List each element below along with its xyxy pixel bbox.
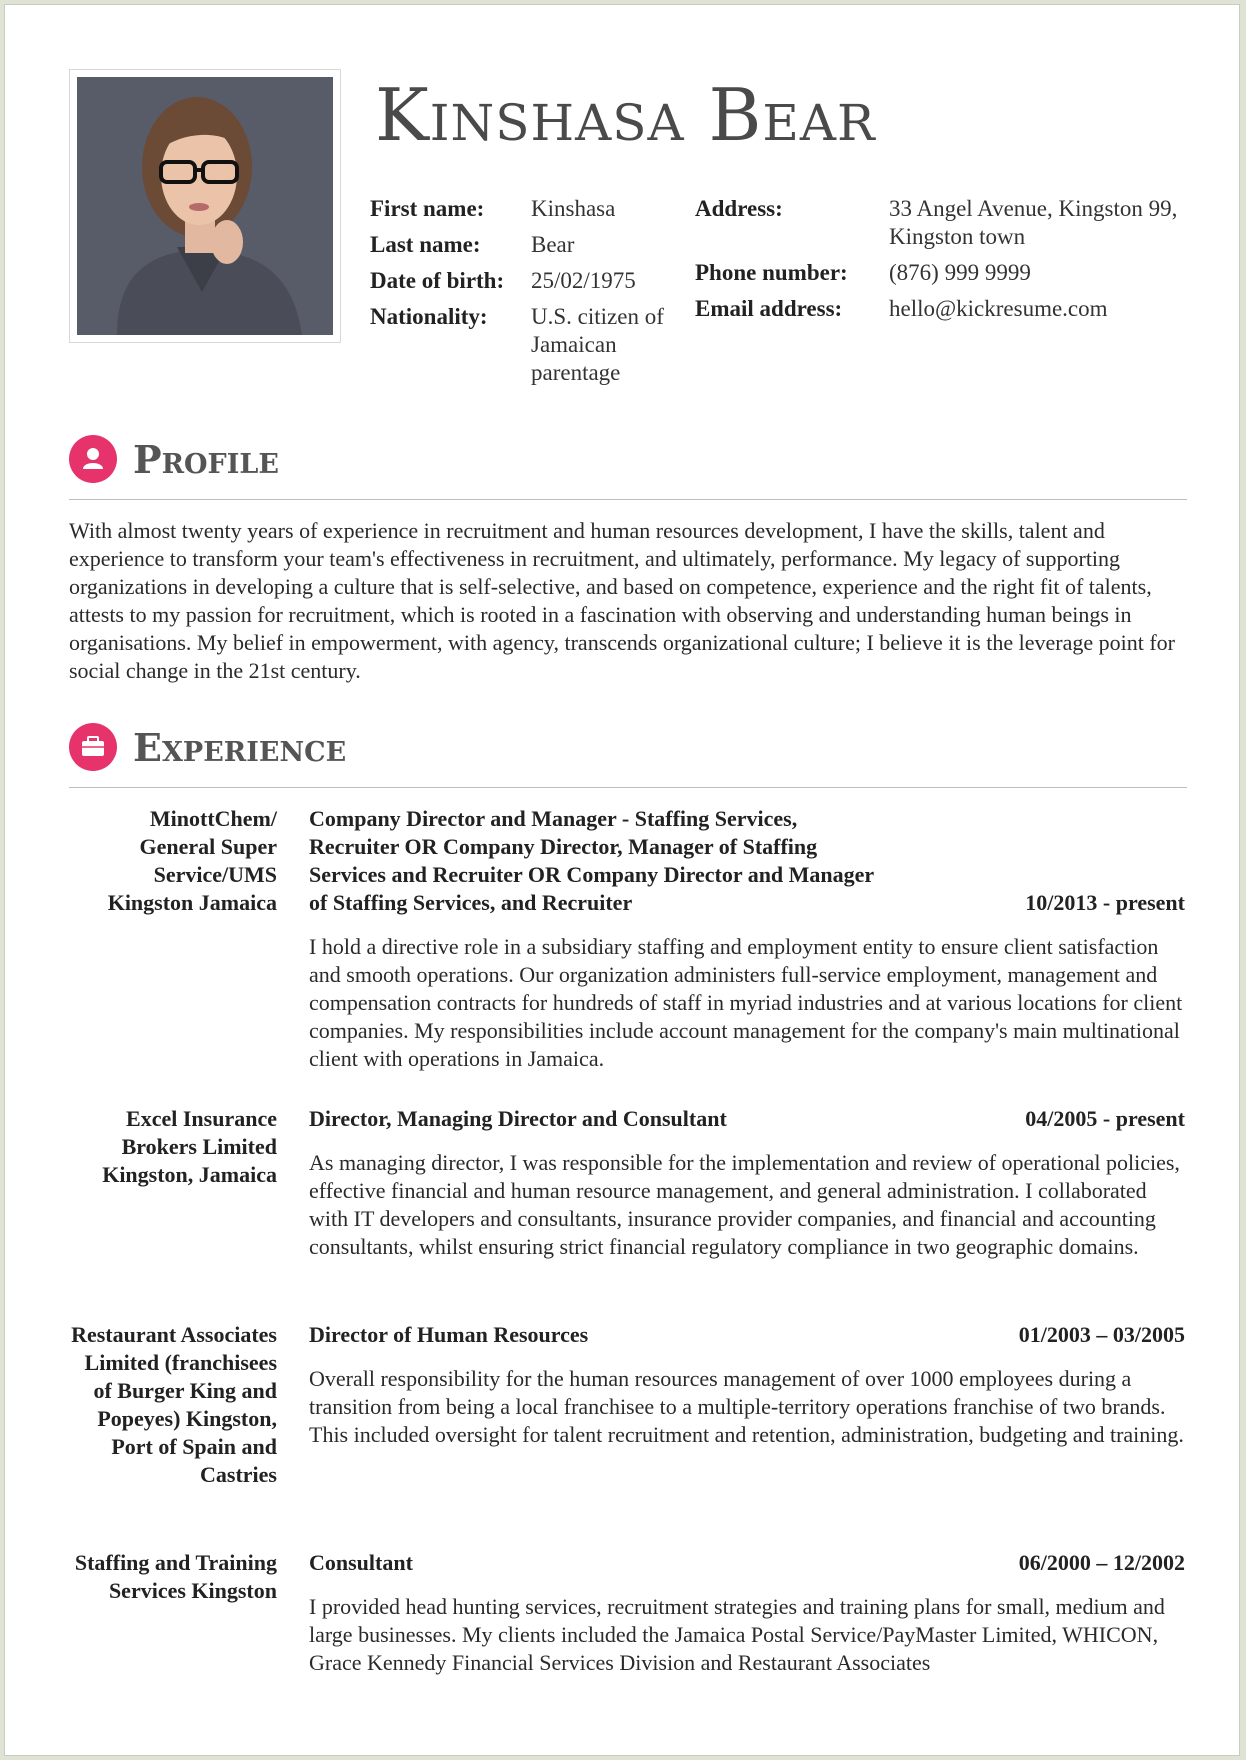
job-date: 10/2013 - present: [1025, 890, 1185, 915]
first-name-value: Kinshasa: [531, 196, 616, 221]
experience-divider: [69, 787, 1187, 788]
job-org: MinottChem/ General Super Service/UMS Kingston Jamaica: [107, 806, 277, 915]
dob-row: [370, 267, 504, 295]
phone-row: [695, 259, 848, 287]
first-name-value-row: [531, 195, 615, 223]
profile-divider: [69, 499, 1187, 500]
job-description: I provided head hunting services, recruitment strategies and training plans for small, medium and large businesses. My clients included the Jamaica Postal Service/PayMaster Limited, WHICON, Grace Kennedy Financial Services Division and Restaurant Associates: [309, 1594, 1165, 1675]
profile-photo: [77, 77, 333, 335]
phone-value: (876) 999 9999: [889, 260, 1031, 285]
last-name-row: [370, 231, 481, 259]
address-row: [695, 195, 783, 223]
job-date: 01/2003 – 03/2005: [1018, 1322, 1185, 1347]
job-org: Staffing and Training Services Kingston: [74, 1550, 277, 1603]
job-description: As managing director, I was responsible for the implementation and review of operational policies, effective financial and human resource management, and general administration. I collaborated with IT developers and consultants, insurance provider companies, and financial and accounting consultants, whilst ensuring strict financial regulatory compliance in two geographic domains.: [309, 1150, 1180, 1259]
address-value-row: [889, 195, 1189, 251]
job-org: Excel Insurance Brokers Limited Kingston, Jamaica: [102, 1106, 277, 1187]
dob-value-row: [531, 267, 636, 295]
profile-photo-frame: [69, 69, 341, 343]
job-org: Restaurant Associates Limited (franchisees of Burger King and Popeyes) Kingston, Port of Spain and Castries: [71, 1322, 277, 1487]
nationality-label: Nationality:: [370, 304, 488, 329]
email-row: [695, 295, 842, 323]
phone-label: Phone number:: [695, 260, 848, 285]
email-value-row: [889, 295, 1108, 323]
candidate-name: Kinshasa Bear: [375, 73, 876, 157]
briefcase-icon: [69, 723, 117, 771]
first-name-row: [370, 195, 484, 223]
nationality-row: [370, 303, 488, 331]
dob-value: 25/02/1975: [531, 268, 636, 293]
job-title: Director, Managing Director and Consultant: [309, 1106, 727, 1131]
job-title: Consultant: [309, 1550, 413, 1575]
nationality-value-row: [531, 303, 681, 387]
profile-text: With almost twenty years of experience in recruitment and human resources development, I have the skills, talent and experience to transform your team's effectiveness in recruitment, and ultimately, performance. My legacy of supporting organizations in developing a culture that is self-selective, and based on competence, experience and the right fit of talents, attests to my passion for recruitment, which is rooted in a fascination with observing and understanding human beings in organisations. My belief in empowerment, with agency, transcends organizational culture; I believe it is the leverage point for social change in the 21st century.: [69, 518, 1175, 683]
phone-value-row: [889, 259, 1031, 287]
dob-label: Date of birth:: [370, 268, 505, 293]
experience-title: Experience: [133, 725, 347, 770]
email-value: hello@kickresume.com: [889, 296, 1108, 321]
job-date: 06/2000 – 12/2002: [1018, 1550, 1185, 1575]
nationality-value: U.S. citizen of Jamaican parentage: [531, 304, 664, 385]
last-name-value-row: [531, 231, 574, 259]
first-name-label: First name:: [370, 196, 485, 221]
job-title: Company Director and Manager - Staffing Services, Recruiter OR Company Director, Manager of Staffing Services and Recruiter OR Company Director and Manager of Staffing Services, and Recruiter: [309, 806, 874, 915]
job-title: Director of Human Resources: [309, 1322, 589, 1347]
address-label: Address:: [695, 196, 783, 221]
last-name-label: Last name:: [370, 232, 481, 257]
job-date: 04/2005 - present: [1025, 1106, 1185, 1131]
last-name-value: Bear: [531, 232, 575, 257]
resume-page: [4, 4, 1240, 1756]
person-icon: [69, 435, 117, 483]
job-description: I hold a directive role in a subsidiary staffing and employment entity to ensure client satisfaction and smooth operations. Our organization administers full-service employment, management and compensation contracts for hundreds of staff in myriad industries and at various locations for client companies. My responsibilities include account management for the company's main multinational client with operations in Jamaica.: [309, 934, 1183, 1071]
profile-title: Profile: [133, 437, 279, 482]
email-label: Email address:: [695, 296, 843, 321]
portrait-image: [77, 77, 333, 335]
address-value: 33 Angel Avenue, Kingston 99, Kingston town: [889, 196, 1178, 249]
job-description: Overall responsibility for the human resources management of over 1000 employees during a transition from being a local franchisee to a multiple-territory operations franchise of two brands. This included oversight for talent recruitment and retention, administration, budgeting and training.: [309, 1366, 1184, 1447]
